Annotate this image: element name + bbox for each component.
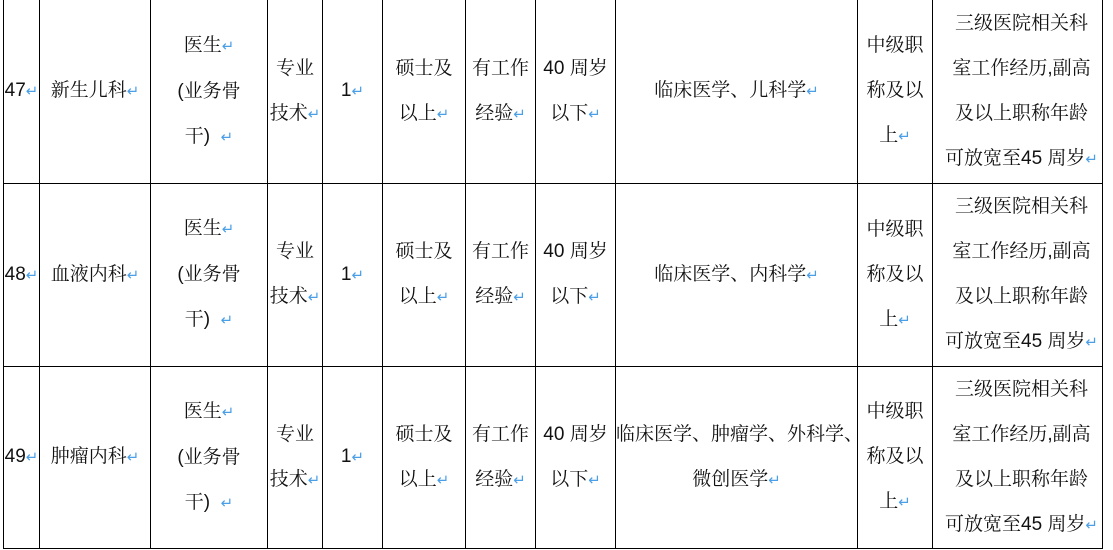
return-mark-icon: ↵ (898, 493, 911, 511)
title-req-cell (858, 366, 933, 548)
cell-line (268, 46, 322, 91)
return-mark-icon: ↵ (25, 448, 39, 466)
cell-text: 专业 (275, 423, 314, 445)
cell-line (151, 69, 267, 114)
cell-text: 新生儿科 (50, 80, 127, 102)
cell-text: 专业 (275, 241, 314, 262)
experience-cell (466, 366, 536, 548)
return-mark-icon: ↵ (588, 288, 601, 306)
cell-line (323, 68, 382, 114)
cell-text: 技术 (269, 286, 308, 307)
cell-text: 48 (4, 263, 26, 285)
cell-text: 干) (184, 309, 221, 330)
cell-line (40, 68, 150, 114)
cell-text: 中级职 (866, 35, 924, 57)
cell-text: 40 周岁 (543, 241, 608, 262)
return-mark-icon: ↵ (126, 448, 140, 466)
return-mark-icon: ↵ (220, 311, 234, 329)
cell-text: 硕士及 (395, 423, 453, 445)
cell-line (933, 502, 1102, 548)
return-mark-icon: ↵ (307, 288, 321, 306)
cell-text: 以下 (550, 468, 589, 490)
return-mark-icon: ↵ (588, 104, 601, 123)
age-limit-cell (536, 183, 616, 366)
cell-line (151, 297, 267, 343)
cell-text: 以上 (398, 286, 437, 307)
headcount-cell (323, 183, 383, 366)
document-page (3, 0, 1113, 549)
cell-text: 可放宽至45 周岁 (945, 147, 1086, 169)
major-cell (616, 183, 858, 366)
cell-text: 医生 (183, 400, 222, 422)
cell-line (858, 23, 932, 68)
cell-text: 专业 (275, 57, 314, 79)
cell-line (858, 389, 932, 434)
return-mark-icon: ↵ (351, 82, 365, 101)
return-mark-icon: ↵ (436, 470, 450, 489)
cell-line (151, 435, 267, 480)
seq-cell (4, 366, 40, 548)
cell-line (933, 91, 1102, 136)
education-cell (383, 183, 466, 366)
cell-line (616, 457, 857, 503)
cell-text: 上 (879, 125, 899, 147)
job-type-cell (268, 366, 323, 548)
major-cell (616, 0, 858, 183)
return-mark-icon: ↵ (768, 470, 781, 489)
cell-line (536, 412, 615, 457)
cell-text: 及以上职称年龄 (954, 468, 1088, 490)
notes-cell (933, 183, 1103, 366)
cell-line (268, 412, 322, 457)
cell-text: 及以上职称年龄 (954, 102, 1088, 124)
return-mark-icon: ↵ (1085, 333, 1098, 351)
cell-line (151, 252, 267, 297)
age-limit-cell (536, 0, 616, 183)
cell-line (933, 319, 1102, 365)
return-mark-icon: ↵ (25, 82, 39, 101)
cell-text: 干) (184, 125, 221, 147)
cell-line (858, 207, 932, 252)
cell-text: 血液内科 (50, 263, 127, 285)
cell-line (4, 252, 39, 298)
cell-line (466, 412, 535, 457)
return-mark-icon: ↵ (351, 265, 365, 284)
cell-line (466, 457, 535, 503)
cell-line (858, 113, 932, 159)
cell-line (40, 434, 150, 480)
cell-line (151, 480, 267, 526)
job-type-cell (268, 0, 323, 183)
cell-text: 以上 (398, 102, 437, 124)
cell-text: 40 周岁 (543, 57, 608, 79)
cell-text: 干) (184, 491, 221, 513)
cell-text: 1 (340, 80, 352, 102)
cell-line (858, 68, 932, 113)
return-mark-icon: ↵ (307, 470, 321, 489)
cell-line (536, 274, 615, 320)
cell-line (616, 412, 864, 457)
department-cell (40, 366, 151, 548)
cell-text: 1 (340, 446, 352, 467)
education-cell (383, 366, 466, 548)
cell-line (616, 252, 857, 298)
cell-text: 49 (4, 446, 26, 467)
return-mark-icon: ↵ (806, 82, 819, 101)
cell-line (383, 412, 465, 457)
cell-line (616, 68, 857, 114)
position-cell (151, 366, 268, 548)
cell-line (4, 434, 39, 480)
cell-line (383, 91, 465, 137)
job-type-cell (268, 183, 323, 366)
cell-line (268, 457, 322, 503)
cell-text: 硕士及 (395, 241, 453, 262)
cell-line (536, 46, 615, 91)
cell-line (323, 252, 382, 298)
cell-text: 47 (4, 80, 26, 102)
cell-text: 三级医院相关科 (954, 378, 1088, 400)
cell-text: 临床医学、内科学 (654, 263, 807, 285)
cell-line (268, 91, 322, 137)
cell-text: 技术 (269, 102, 308, 124)
return-mark-icon: ↵ (126, 82, 140, 101)
cell-line (858, 297, 932, 343)
cell-text: 经验 (475, 468, 514, 490)
experience-cell (466, 183, 536, 366)
cell-line (268, 229, 322, 274)
cell-line (933, 184, 1102, 229)
cell-text: 可放宽至45 周岁 (945, 331, 1086, 352)
cell-text: 临床医学、儿科学 (654, 80, 807, 102)
experience-cell (466, 0, 536, 183)
cell-line (858, 479, 932, 525)
return-mark-icon: ↵ (898, 127, 911, 146)
cell-line (933, 367, 1102, 412)
cell-line (40, 252, 150, 298)
cell-text: 称及以 (866, 446, 924, 467)
cell-line (323, 434, 382, 480)
cell-line (268, 274, 322, 320)
cell-text: 医生 (183, 34, 222, 56)
cell-text: 中级职 (866, 401, 924, 422)
cell-line (151, 23, 267, 69)
cell-line (933, 46, 1102, 91)
cell-text: 中级职 (866, 218, 924, 240)
return-mark-icon: ↵ (898, 310, 911, 329)
cell-text: 三级医院相关科 (954, 12, 1088, 34)
return-mark-icon: ↵ (307, 104, 321, 123)
return-mark-icon: ↵ (513, 470, 526, 489)
return-mark-icon: ↵ (126, 265, 140, 284)
notes-cell (933, 0, 1103, 183)
cell-line (536, 229, 615, 274)
cell-line (466, 274, 535, 320)
cell-text: 称及以 (866, 263, 924, 285)
notes-cell (933, 366, 1103, 548)
cell-text: 有工作 (471, 423, 529, 445)
cell-text: 三级医院相关科 (954, 196, 1088, 217)
cell-text: 经验 (475, 102, 514, 124)
cell-text: 以下 (550, 286, 589, 307)
cell-text: 上 (879, 491, 899, 512)
cell-text: 硕士及 (395, 57, 453, 79)
cell-text: 可放宽至45 周岁 (945, 513, 1086, 535)
cell-line (933, 229, 1102, 274)
position-cell (151, 183, 268, 366)
cell-text: (业务骨 (177, 80, 241, 102)
return-mark-icon: ↵ (351, 448, 365, 466)
cell-line (933, 412, 1102, 457)
department-cell (40, 0, 151, 183)
age-limit-cell (536, 366, 616, 548)
cell-line (466, 229, 535, 274)
cell-text: 室工作经历,副高 (952, 57, 1091, 79)
return-mark-icon: ↵ (221, 402, 235, 421)
cell-text: 上 (879, 308, 899, 330)
cell-line (858, 252, 932, 297)
table-row (4, 366, 1103, 548)
title-req-cell (858, 183, 933, 366)
title-req-cell (858, 0, 933, 183)
cell-text: 以上 (398, 468, 437, 490)
return-mark-icon: ↵ (806, 265, 819, 284)
cell-text: 以下 (550, 102, 589, 124)
return-mark-icon: ↵ (25, 265, 39, 284)
cell-text: 室工作经历,副高 (952, 241, 1091, 262)
return-mark-icon: ↵ (1085, 515, 1098, 534)
cell-text: 1 (340, 263, 352, 285)
cell-line (4, 68, 39, 114)
education-cell (383, 0, 466, 183)
return-mark-icon: ↵ (221, 220, 235, 238)
cell-text: 微创医学 (692, 468, 769, 490)
cell-line (933, 1, 1102, 46)
cell-text: 有工作 (471, 57, 529, 79)
cell-text: (业务骨 (177, 264, 241, 285)
headcount-cell (323, 0, 383, 183)
cell-text: 临床医学、肿瘤学、外科学、 (616, 423, 864, 445)
cell-text: 肿瘤内科 (50, 446, 127, 467)
return-mark-icon: ↵ (1085, 149, 1098, 168)
cell-text: 医生 (183, 218, 222, 239)
cell-line (383, 274, 465, 320)
return-mark-icon: ↵ (436, 104, 450, 123)
return-mark-icon: ↵ (513, 104, 526, 123)
return-mark-icon: ↵ (221, 36, 235, 55)
cell-line (466, 91, 535, 137)
return-mark-icon: ↵ (436, 288, 450, 306)
cell-line (383, 229, 465, 274)
cell-line (933, 136, 1102, 182)
cell-line (383, 46, 465, 91)
return-mark-icon: ↵ (220, 493, 234, 512)
return-mark-icon: ↵ (588, 470, 601, 489)
cell-line (933, 274, 1102, 319)
cell-text: 技术 (269, 468, 308, 490)
cell-text: 及以上职称年龄 (954, 286, 1088, 307)
return-mark-icon: ↵ (220, 127, 234, 146)
cell-line (151, 206, 267, 252)
cell-text: 40 周岁 (543, 423, 608, 445)
headcount-cell (323, 366, 383, 548)
major-cell (616, 366, 864, 548)
cell-text: (业务骨 (177, 446, 241, 468)
cell-text: 室工作经历,副高 (952, 423, 1091, 445)
cell-text: 有工作 (471, 241, 529, 262)
cell-text: 称及以 (866, 80, 924, 102)
cell-line (536, 457, 615, 503)
table-row (4, 0, 1103, 183)
cell-text: 经验 (475, 286, 514, 307)
department-cell (40, 183, 151, 366)
cell-line (858, 434, 932, 479)
cell-line (151, 389, 267, 435)
recruitment-table (3, 0, 1103, 549)
cell-line (536, 91, 615, 137)
seq-cell (4, 0, 40, 183)
cell-line (383, 457, 465, 503)
cell-line (933, 457, 1102, 502)
cell-line (466, 46, 535, 91)
cell-line (151, 114, 267, 160)
seq-cell (4, 183, 40, 366)
position-cell (151, 0, 268, 183)
table-row (4, 183, 1103, 366)
return-mark-icon: ↵ (513, 288, 526, 306)
